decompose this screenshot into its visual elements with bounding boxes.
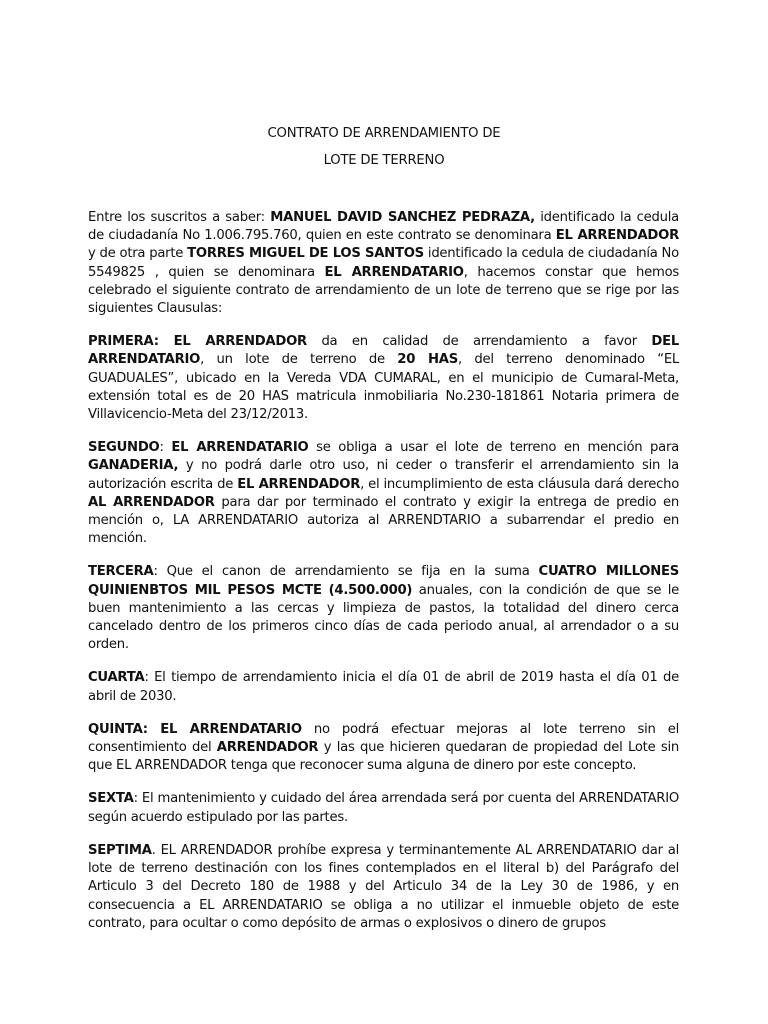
text-run: para dar por terminado el contrato y exigir la entrega de predio en mención o, LA ARRENDATARIO autoriza al ARRENDTARIO a subarrendar el predio en mención. — [88, 494, 679, 547]
text-run: , del terreno denominado “EL GUADUALES”, ubicado en la Vereda VDA CUMARAL, en el municipio de Cumaral-Meta, extensión total es de 20 HAS matricula inmobiliaria No.230-181861 Notaria primera de Villavicencio-Meta del 23/12/2013. — [88, 352, 679, 423]
document-title-line-1: CONTRATO DE ARRENDAMIENTO DE — [267, 126, 501, 141]
text-run: se obliga a usar el lote de terreno en mención para — [308, 440, 679, 456]
clause-paragraph — [88, 439, 679, 548]
text-run: identificado la cedula de ciudadanía No 1.006.795.760, quien en este contrato se denominara — [88, 210, 679, 244]
clause-paragraph — [88, 842, 679, 933]
text-run: y las que hicieren quedaran de propiedad del Lote sin que EL ARRENDADOR tenga que reconocer suma alguna de dinero por este concepto. — [88, 740, 680, 774]
bold-text-run: EL ARRENDADOR — [555, 228, 679, 244]
bold-text-run: DEL ARRENDATARIO — [88, 334, 679, 368]
clause-paragraph — [88, 790, 679, 826]
text-run: : El tiempo de arrendamiento inicia el día 01 de abril de 2019 hasta el día 01 de abril de 2030. — [88, 670, 679, 704]
document-title-line-2: LOTE DE TERRENO — [323, 153, 445, 168]
bold-text-run: MANUEL DAVID SANCHEZ PEDRAZA, — [270, 210, 535, 225]
text-run: anuales, con la condición de que se le buen mantenimiento a las cercas y limpieza de pastos, la totalidad del dinero cerca cancelado dentro de los primeros cinco días de cada periodo anual, al arrendador o a su orden. — [88, 582, 679, 653]
bold-text-run: AL ARRENDADOR — [88, 494, 215, 510]
text-run: : El mantenimiento y cuidado del área arrendada será por cuenta del ARRENDATARIO según acuerdo estipulado por las partes. — [88, 791, 679, 825]
document-body — [88, 209, 679, 948]
bold-text-run: TORRES MIGUEL DE LOS SANTOS — [187, 246, 424, 262]
text-run: , hacemos constar que hemos celebrado el siguiente contrato de arrendamiento de un lote de terreno que se rige por las siguientes Clausulas: — [88, 264, 680, 317]
text-run: no podrá efectuar mejoras al lote terreno sin el consentimiento del — [88, 721, 679, 756]
text-run: : — [159, 440, 172, 456]
bold-text-run: EL ARRENDADOR — [237, 476, 361, 492]
text-run: y de otra parte — [88, 246, 188, 262]
bold-text-run: SEGUNDO — [88, 440, 160, 456]
bold-text-run: QUINTA: EL ARRENDATARIO — [88, 721, 302, 737]
bold-text-run: GANADERIA, — [88, 458, 179, 474]
clause-paragraph — [88, 669, 679, 705]
text-run: da en calidad de arrendamiento a favor — [306, 334, 652, 350]
text-run: , el incumplimiento de esta cláusula dará derecho — [360, 476, 680, 492]
bold-text-run: EL ARRENDATARIO — [171, 440, 309, 456]
bold-text-run: TERCERA — [88, 564, 154, 580]
bold-text-run: CUATRO MILLONES QUINIENBTOS MIL PESOS MCTE (4.500.000) — [88, 564, 680, 598]
bold-text-run: EL ARRENDATARIO — [324, 264, 464, 280]
clause-paragraph — [88, 563, 679, 654]
clause-paragraph — [88, 333, 679, 424]
text-run: : Que el canon de arrendamiento se fija en la suma — [153, 564, 539, 580]
bold-text-run: CUARTA — [88, 670, 145, 686]
text-run: Entre los suscritos a saber: — [88, 210, 271, 225]
text-run: . EL ARRENDADOR prohíbe expresa y terminantemente AL ARRENDATARIO dar al lote de terreno destinación con los fines contemplados en el literal b) del Parágrafo del Articulo 3 del Decreto 180 de 1988 y del Articulo 34 de la Ley 30 de 1986, y en consecuencia a EL ARRENDATARIO se obliga a no utilizar el inmueble objeto de este contrato, para ocultar o como depósito de armas o explosivos o dinero de grupos — [88, 842, 679, 931]
bold-text-run: 20 HAS — [397, 352, 458, 368]
clause-paragraph — [88, 721, 679, 776]
text-run: , un lote de terreno de — [200, 352, 398, 368]
bold-text-run: SEXTA — [88, 791, 134, 807]
bold-text-run: PRIMERA: EL ARRENDADOR — [88, 334, 307, 350]
bold-text-run: SEPTIMA — [88, 842, 152, 858]
text-run: identificado la cedula de ciudadanía No 5549825 , quien se denominara — [88, 246, 679, 280]
bold-text-run: ARRENDADOR — [216, 740, 319, 756]
text-run: y no podrá darle otro uso, ni ceder o transferir el arrendamiento sin la autorización escrita de — [88, 458, 679, 492]
clause-paragraph — [88, 209, 679, 318]
